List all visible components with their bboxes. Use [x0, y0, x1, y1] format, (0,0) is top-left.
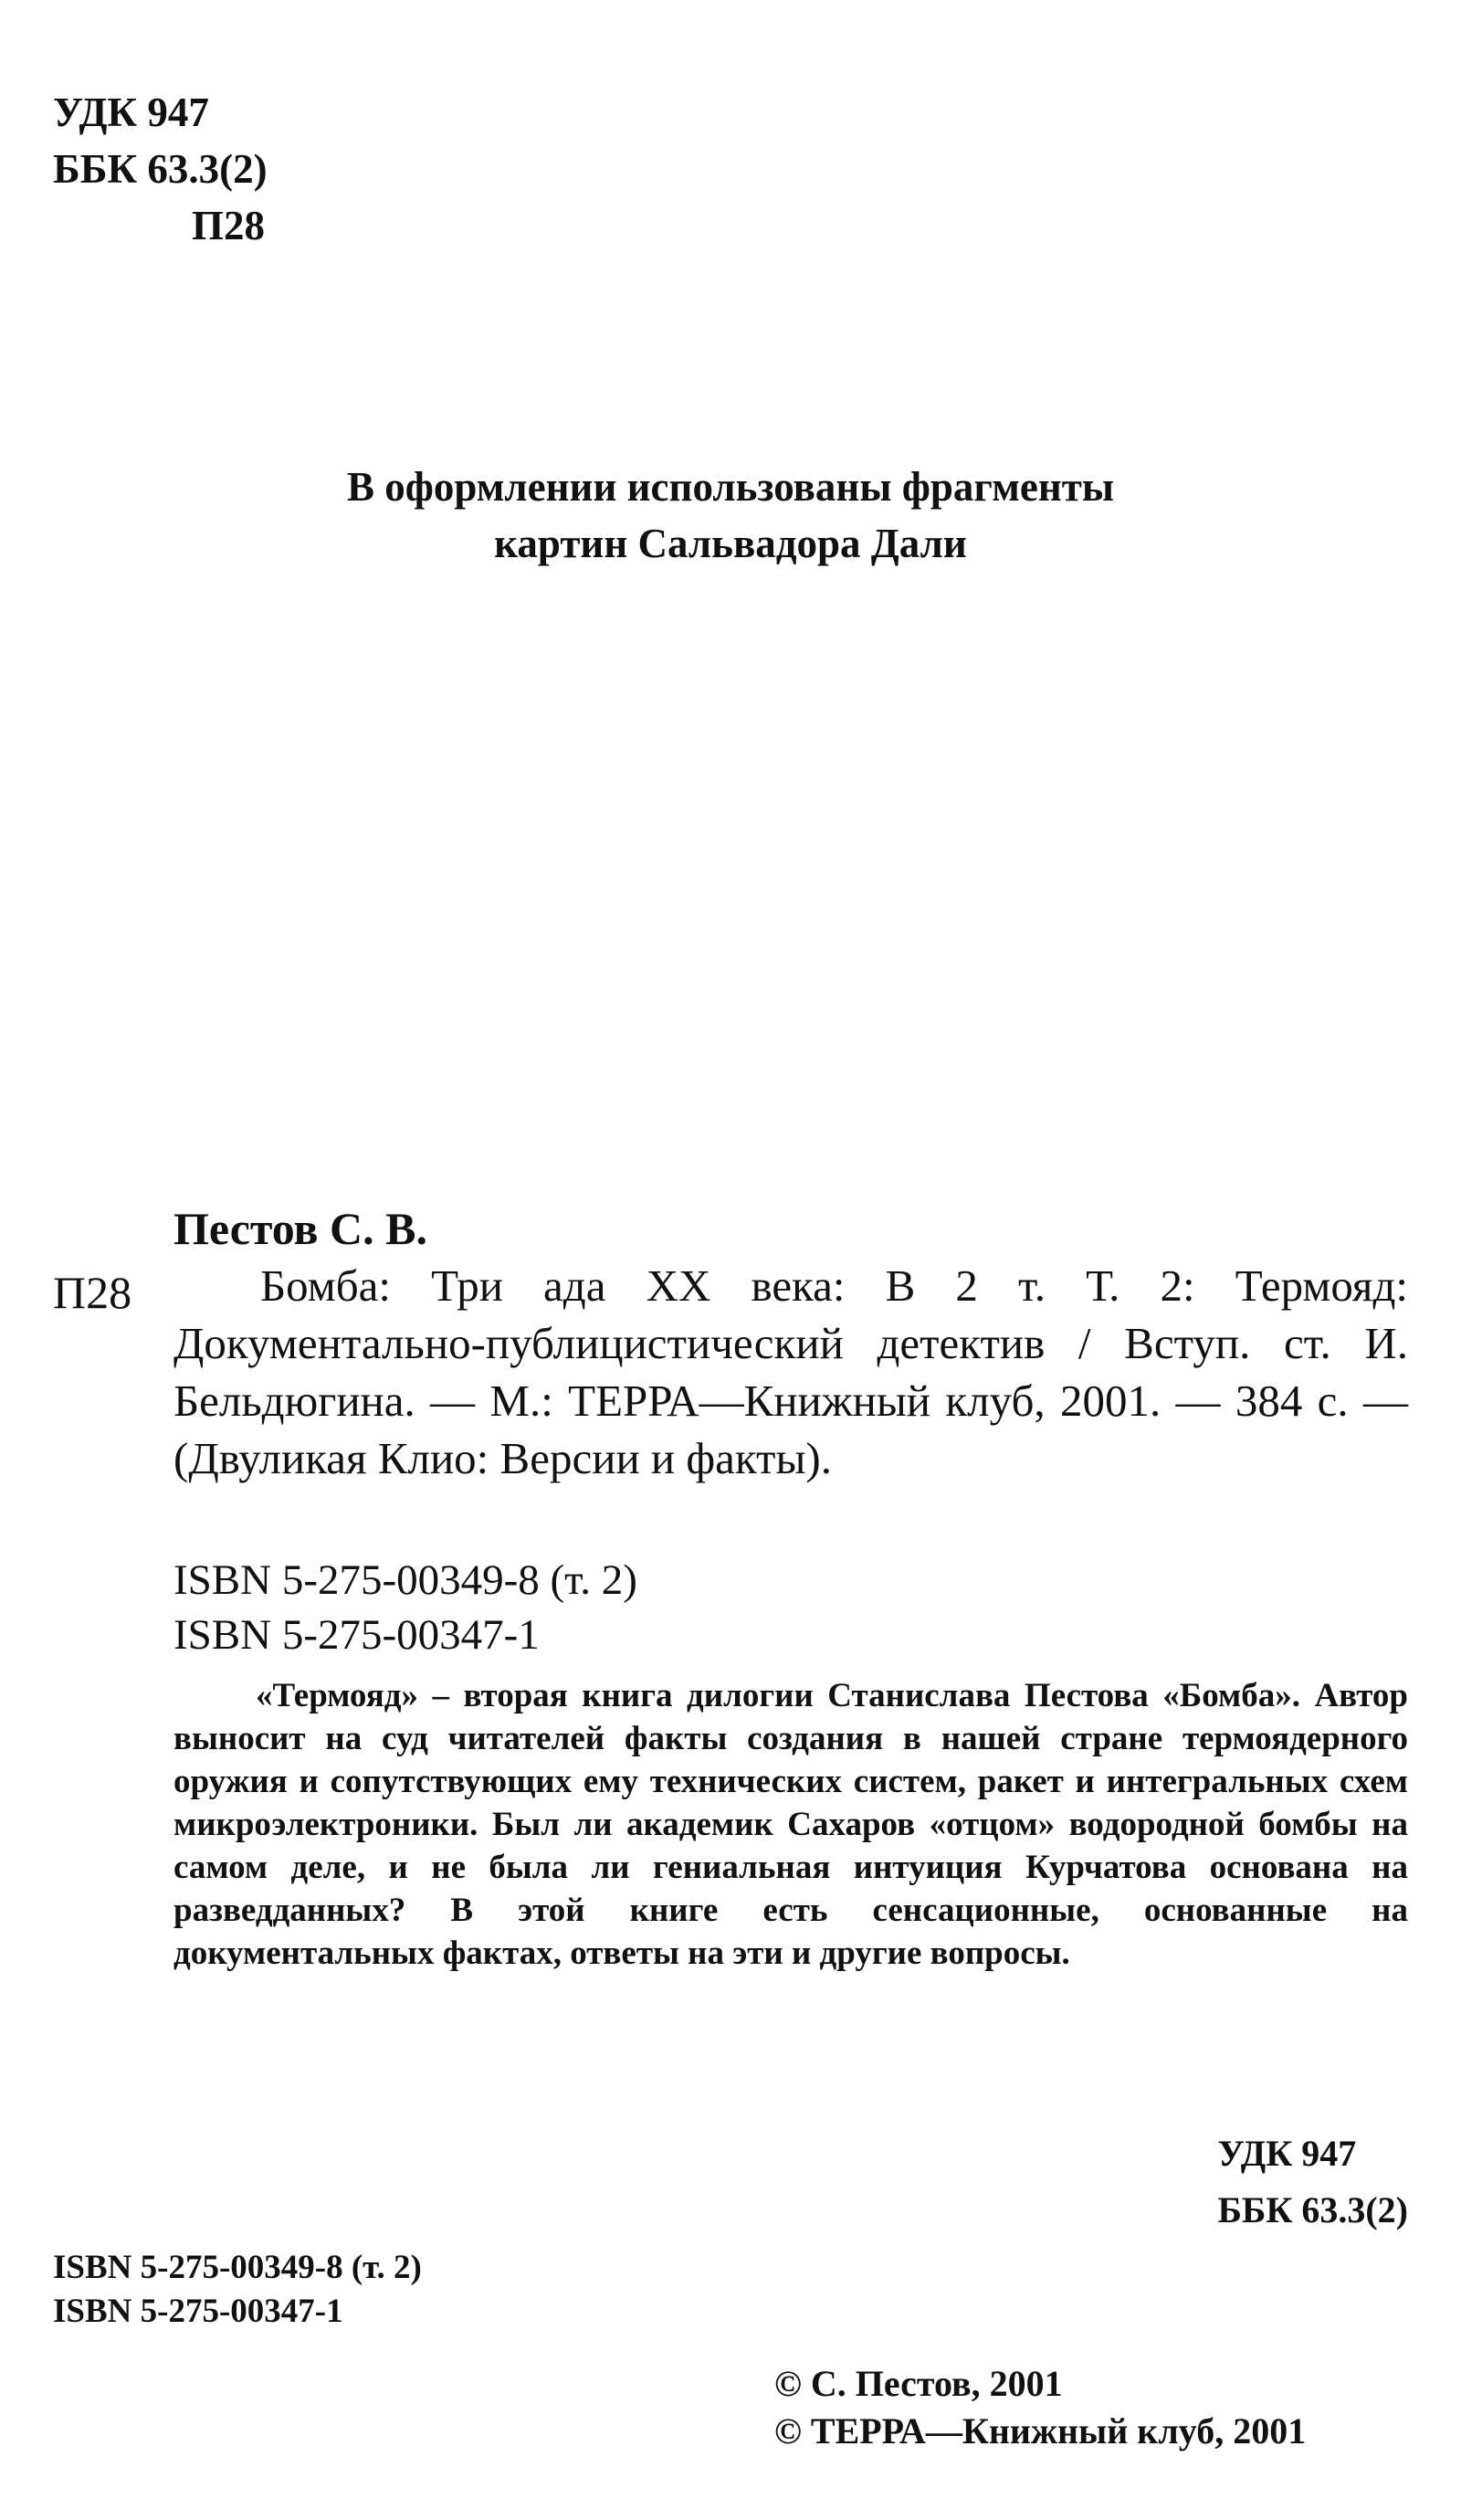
footer-isbn-block	[53, 2246, 422, 2334]
annotation: «Термояд» – вторая книга дилогии Станислава Пестова «Бомба». Автор выносит на суд читателей факты создания в нашей стране термоядерного оружия и сопутствующих ему технических систем, ракет и интегральных схем микроэлектроники. Был ли академик Сахаров «отцом» водородной бомбы на самом деле, и не была ли гениальная интуиция Курчатова основана на разведданных? В этой книге есть сенсационные, основанные на документальных фактах, ответы на эти и другие вопросы.	[173, 1677, 1408, 1972]
classification-codes-bottom	[1217, 2125, 1408, 2239]
bbk-code: ББК 63.3(2)	[53, 146, 268, 192]
author-mark: П28	[192, 203, 266, 248]
copyright-publisher: © ТЕРРА—Книжный клуб, 2001	[774, 2410, 1307, 2451]
entry-isbn-volume: ISBN 5-275-00349-8 (т. 2)	[173, 1556, 637, 1604]
design-credit-line-2: картин Сальвадора Дали	[494, 521, 967, 566]
entry-isbn-set: ISBN 5-275-00347-1	[173, 1611, 540, 1659]
entry-isbn-block	[173, 1553, 637, 1662]
entry-author: Пестов С. В.	[173, 1203, 428, 1254]
copyright-author: © С. Пестов, 2001	[774, 2363, 1063, 2404]
bibliographic-description: Бомба: Три ада XX века: В 2 т. Т. 2: Термояд: Документально-публицистический детектив / Вступ. ст. И. Бельдюгина. — М.: ТЕРРА—Книжный клуб, 2001. — 384 с. — (Двуликая Клио: Версии и факты).	[173, 1260, 1408, 1483]
udk-code: УДК 947	[53, 90, 209, 135]
entry-author-mark: П28	[53, 1267, 132, 1318]
design-credit-line-1: В оформлении использованы фрагменты	[346, 464, 1115, 510]
footer-udk-code: УДК 947	[1217, 2133, 1357, 2174]
copyright-block	[774, 2360, 1306, 2455]
footer-bbk-code: ББК 63.3(2)	[1217, 2189, 1408, 2230]
footer-isbn-volume: ISBN 5-275-00349-8 (т. 2)	[53, 2249, 422, 2286]
footer-isbn-set: ISBN 5-275-00347-1	[53, 2293, 343, 2330]
classification-codes-top	[53, 84, 268, 254]
design-credit	[0, 459, 1461, 572]
